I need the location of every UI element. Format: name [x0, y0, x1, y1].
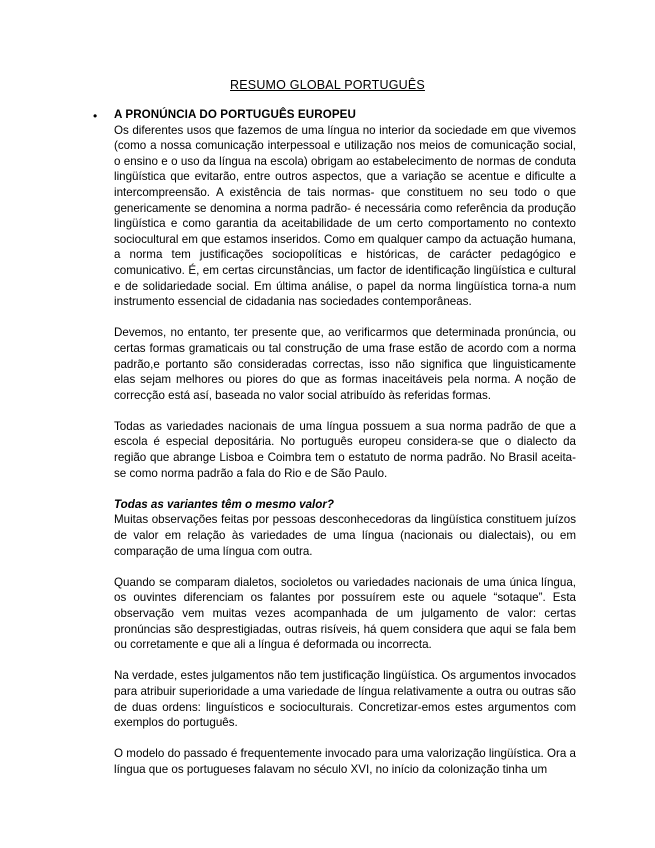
paragraph-sotaque: Quando se comparam dialetos, socioletos ou variedades nacionais de uma única língua, os ouvintes diferenciam os falantes por possuírem este ou aquele “sotaque”. Esta observação vem muitas vezes acompanhada de um julgamento de valor: certas pronúncias são desprestigiadas, outras risíveis, há quem considera que aqui se fala bem ou corretamente e que ali a língua é deformada ou incorrecta.	[114, 575, 576, 652]
document-body	[114, 107, 576, 793]
paragraph-justificacao: Na verdade, estes julgamentos não tem justificação lingüística. Os argumentos invocados para atribuir superioridade a uma variedade de língua relativamente a outra ou outras são de duas ordens: linguísticos e socioculturais. Concretizar-emos estes argumentos com exemplos do português.	[114, 669, 576, 730]
paragraph-correccao: Devemos, no entanto, ter presente que, ao verificarmos que determinada pronúncia, ou certas formas gramaticais ou tal construção de uma frase estão de acordo com a norma padrão,e portanto são consideradas correctas, isso não significa que linguisticamente elas sejam melhores ou piores do que as formas inaceitáveis pela norma. A noção de correcção está así, baseada no valor social atribuído às referidas formas.	[114, 326, 576, 402]
paragraph-norma-padrao: Os diferentes usos que fazemos de uma língua no interior da sociedade em que vivemos (como a nossa comunicação interpessoal e utilização nos meios de comunicação social, o ensino e o uso da língua na escola) obrigam ao estabelecimento de normas de conduta lingüística que evitarão, entre outros aspectos, que a variação se acentue e dificulte a intercompreensão. A existência de tais normas- que constituem no seu todo o que genericamente se denomina a norma padrão- é necessária como referência da produção lingüística e como garantia da aceitabilidade de um certo comportamento no contexto sociocultural em que estamos inseridos. Como em qualquer campo da actuação humana, a norma tem justificações sociopolíticas e históricas, de carácter pedagógico e comunicativo. É, em certas circunstâncias, um factor de identificação lingüística e cultural e de solidariedade social. Em última análise, o papel da norma lingüística torna-a num instrumento essencial de cidadania nas sociedades contemporâneas.	[114, 123, 576, 309]
paragraph-modelo-passado: O modelo do passado é frequentemente invocado para uma valorização lingüística. Ora a língua que os portugueses falavam no século XVI, no início da colonização tinha um	[114, 747, 576, 776]
bullet-marker: •	[93, 109, 98, 123]
paragraph-juizos-de-valor: Muitas observações feitas por pessoas desconhecedoras da lingüística constituem juízos de valor em relação às variedades de uma língua (nacionais ou dialectais), ou em comparação de uma língua com outra.	[114, 513, 576, 558]
section-heading: A PRONÚNCIA DO PORTUGUÊS EUROPEU	[114, 108, 356, 121]
subheading-variantes: Todas as variantes têm o mesmo valor?	[114, 497, 334, 511]
document-title: RESUMO GLOBAL PORTUGUÊS	[230, 78, 425, 92]
paragraph-variedades-nacionais: Todas as variedades nacionais de uma língua possuem a sua norma padrão de que a escola é especial depositária. No português europeu considera-se que o dialecto da região que abrange Lisboa e Coimbra tem o estatuto de norma padrão. No Brasil aceita-se como norma padrão a fala do Rio e de São Paulo.	[114, 419, 576, 480]
